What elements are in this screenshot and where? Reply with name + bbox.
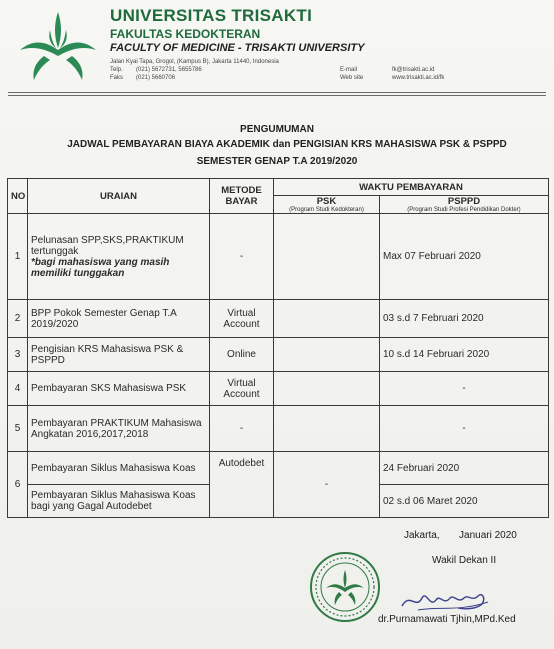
row-psppd: 10 s.d 14 Februari 2020 — [380, 338, 549, 372]
announcement-subtitle: JADWAL PEMBAYARAN BIAYA AKADEMIK dan PENGISIAN KRS MAHASISWA PSK & PSPPD — [67, 139, 507, 150]
row-psk: - — [274, 452, 380, 518]
email: E-mail fk@trisakti.ac.id — [340, 67, 435, 73]
table-row — [8, 406, 549, 452]
row-uraian: BPP Pokok Semester Genap T.A 2019/2020 — [28, 300, 210, 338]
semester-title: SEMESTER GENAP T.A 2019/2020 — [196, 156, 358, 167]
telephone: Telp. (021) 5672731, 5655786 — [110, 67, 202, 73]
row-psppd: - — [380, 406, 549, 452]
row-psk — [274, 338, 380, 372]
table-row — [8, 452, 549, 485]
university-name: UNIVERSITAS TRISAKTI — [110, 6, 313, 25]
row-psppd: 03 s.d 7 Februari 2020 — [380, 300, 549, 338]
table-row — [8, 300, 549, 338]
row-no: 5 — [8, 406, 28, 452]
header-psppd-sub: (Program Studi Profesi Pendidikan Dokter) — [407, 207, 521, 213]
signature-icon — [398, 586, 498, 616]
row-no: 3 — [8, 338, 28, 372]
row-metode: Virtual Account — [210, 372, 274, 406]
official-stamp-icon — [308, 550, 382, 624]
trisakti-logo-icon — [14, 10, 102, 84]
header-psk: PSK (Program Studi Kedokteran) — [274, 196, 380, 214]
announcement-title: PENGUMUMAN — [240, 124, 314, 135]
row-metode: - — [210, 214, 274, 300]
row-metode: Online — [210, 338, 274, 372]
row-no: 2 — [8, 300, 28, 338]
row-psppd: Max 07 Februari 2020 — [380, 214, 549, 300]
letterhead-divider-2 — [8, 95, 546, 96]
header-psppd: PSPPD (Program Studi Profesi Pendidikan Dokter) — [380, 196, 549, 214]
row-metode: Autodebet — [210, 452, 274, 518]
row-no: 1 — [8, 214, 28, 300]
row-metode: - — [210, 406, 274, 452]
table-row — [8, 338, 549, 372]
signatory-title: Wakil Dekan II — [432, 555, 497, 566]
row-uraian: Pelunasan SPP,SKS,PRAKTIKUM tertunggak *bagi mahasiswa yang masih memiliki tunggakan — [28, 214, 210, 300]
header-metode: METODE BAYAR — [210, 179, 274, 214]
row-psk — [274, 406, 380, 452]
header-psk-sub: (Program Studi Kedokteran) — [289, 207, 364, 213]
row-uraian: Pembayaran PRAKTIKUM Mahasiswa Angkatan 2016,2017,2018 — [28, 406, 210, 452]
row-no: 4 — [8, 372, 28, 406]
row-psppd: 02 s.d 06 Maret 2020 — [380, 485, 549, 518]
place-date: Jakarta, Januari 2020 — [404, 530, 517, 541]
row-uraian: Pembayaran SKS Mahasiswa PSK — [28, 372, 210, 406]
row-metode: Virtual Account — [210, 300, 274, 338]
payment-schedule-table — [7, 178, 549, 518]
header-waktu: WAKTU PEMBAYARAN — [274, 179, 549, 196]
signatory-name: dr.Purnamawati Tjhin,MPd.Ked — [378, 614, 516, 625]
row-psppd: 24 Februari 2020 — [380, 452, 549, 485]
website: Web site www.trisakti.ac.id/fk — [340, 75, 445, 81]
faculty-name: FAKULTAS KEDOKTERAN — [110, 27, 261, 41]
table-row — [8, 372, 549, 406]
row-psk — [274, 372, 380, 406]
fax: Faks (021) 5660706 — [110, 75, 176, 81]
header-uraian: URAIAN — [28, 179, 210, 214]
row-uraian: Pembayaran Siklus Mahasiswa Koas bagi yang Gagal Autodebet — [28, 485, 210, 518]
row-note: *bagi mahasiswa yang masih memiliki tunggakan — [31, 256, 170, 279]
row-uraian: Pengisian KRS Mahasiswa PSK & PSPPD — [28, 338, 210, 372]
row-psk — [274, 214, 380, 300]
address: Jalan Kyai Tapa, Grogol, (Kampus B), Jakarta 11440, Indonesia — [110, 59, 279, 65]
letterhead-divider — [8, 92, 546, 93]
faculty-name-english: FACULTY OF MEDICINE - TRISAKTI UNIVERSITY — [110, 42, 365, 54]
row-uraian: Pembayaran Siklus Mahasiswa Koas — [28, 452, 210, 485]
row-psk — [274, 300, 380, 338]
row-no: 6 — [8, 452, 28, 518]
header-no: NO — [8, 179, 28, 214]
row-psppd: - — [380, 372, 549, 406]
table-row — [8, 214, 549, 300]
